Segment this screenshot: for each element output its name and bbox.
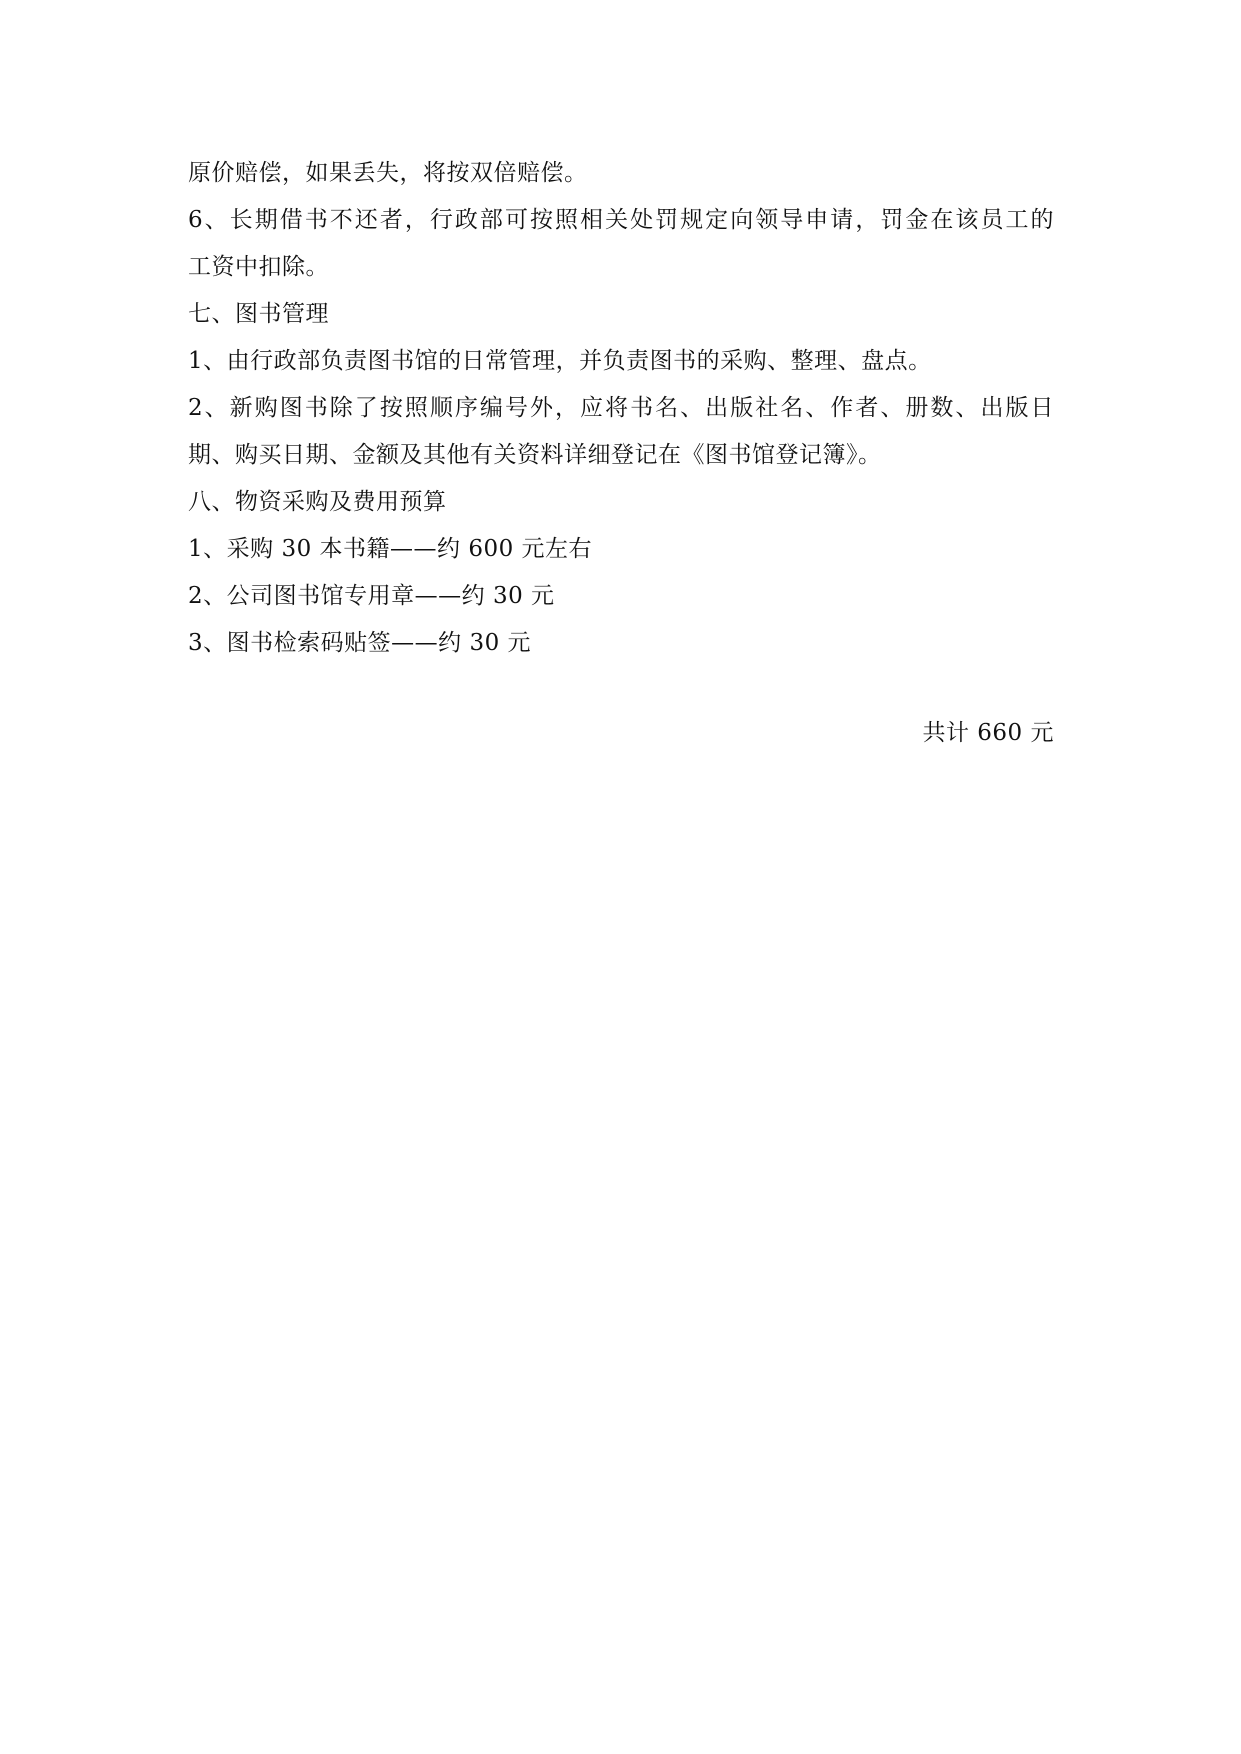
- paragraph-line: 期、购买日期、金额及其他有关资料详细登记在《图书馆登记簿》。: [188, 442, 882, 468]
- paragraph-line: 工资中扣除。: [188, 254, 329, 280]
- budget-total: 共计 660 元: [922, 720, 1054, 746]
- budget-item: 1、采购 30 本书籍——约 600 元左右: [188, 536, 593, 562]
- paragraph-line: 1、由行政部负责图书馆的日常管理，并负责图书的采购、整理、盘点。: [188, 348, 932, 374]
- spacer: [188, 667, 1054, 710]
- budget-item: 3、图书检索码贴签——约 30 元: [188, 630, 532, 656]
- section-heading: 八、物资采购及费用预算: [188, 489, 447, 515]
- section-heading: 七、图书管理: [188, 301, 329, 327]
- paragraph-line: 2、新购图书除了按照顺序编号外，应将书名、出版社名、作者、册数、出版日: [188, 395, 1054, 421]
- paragraph-line: 6、长期借书不还者，行政部可按照相关处罚规定向领导申请，罚金在该员工的: [188, 207, 1054, 233]
- budget-item: 2、公司图书馆专用章——约 30 元: [188, 583, 555, 609]
- document-body: [188, 150, 1054, 757]
- paragraph-line: 原价赔偿，如果丢失，将按双倍赔偿。: [188, 160, 588, 186]
